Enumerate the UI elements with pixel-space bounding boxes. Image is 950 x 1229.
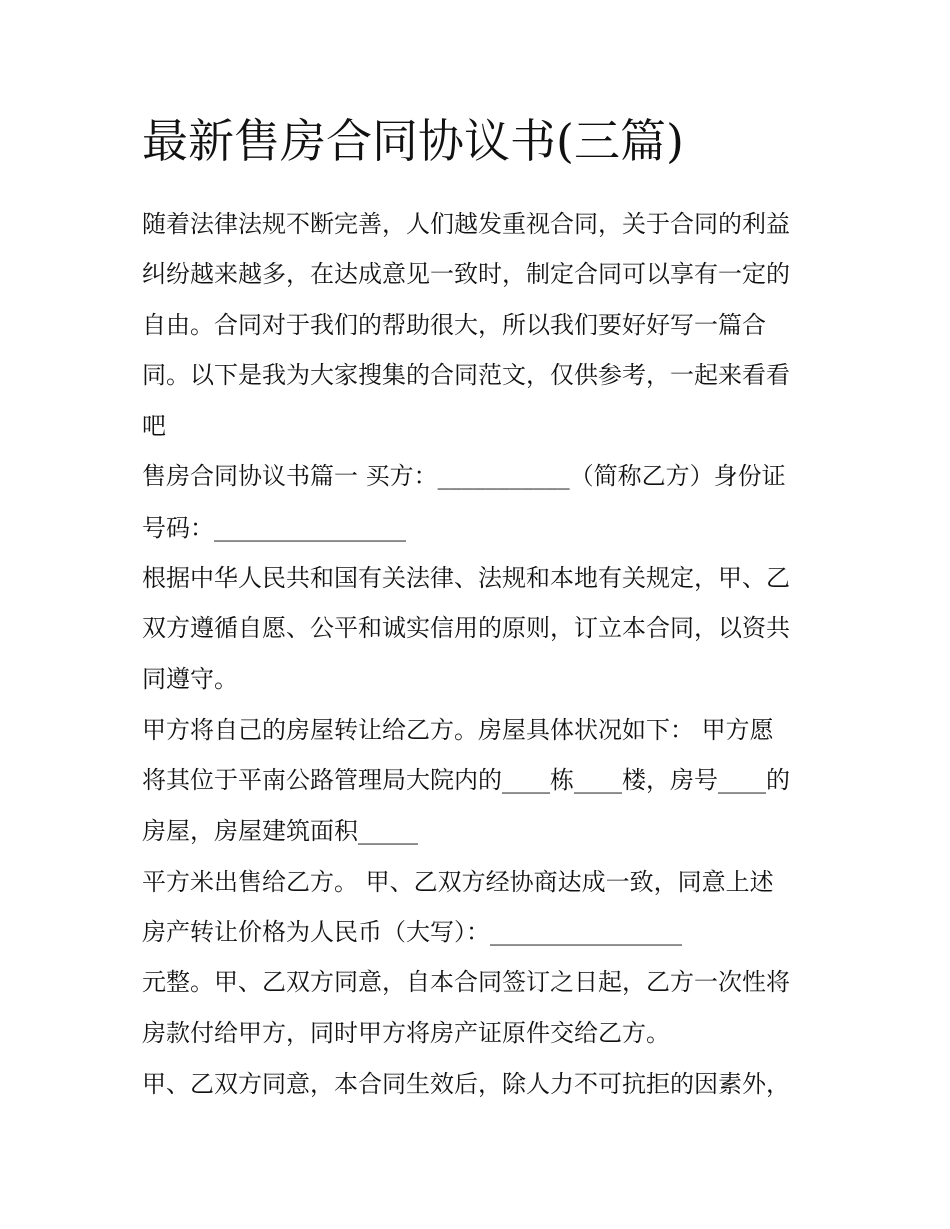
body-text-line: 房屋，房屋建筑面积_____: [142, 817, 418, 845]
body-text-line: 将其位于平南公路管理局大院内的____栋____楼，房号____的: [142, 766, 790, 794]
body-text-line: 房产转让价格为人民币（大写）：________________: [142, 918, 682, 946]
body-text-line: 售房合同协议书篇一 买方：___________（简称乙方）身份证: [142, 462, 786, 490]
body-text-line: 双方遵循自愿、公平和诚实信用的原则，订立本合同，以资共: [142, 614, 790, 642]
body-text-line: 房款付给甲方，同时甲方将房产证原件交给乙方。: [142, 1019, 670, 1047]
body-text-line: 同遵守。: [142, 665, 238, 693]
body-text-line: 随着法律法规不断完善，人们越发重视合同，关于合同的利益: [142, 210, 790, 238]
body-text-line: 纠纷越来越多，在达成意见一致时，制定合同可以享有一定的: [142, 260, 790, 288]
body-text-line: 元整。甲、乙双方同意，自本合同签订之日起，乙方一次性将: [142, 968, 790, 996]
body-text-line: 自由。合同对于我们的帮助很大，所以我们要好好写一篇合: [142, 311, 766, 339]
body-text-line: 甲方将自己的房屋转让给乙方。房屋具体状况如下： 甲方愿: [142, 716, 774, 744]
body-text-line: 同。以下是我为大家搜集的合同范文，仅供参考，一起来看看: [142, 361, 790, 389]
body-text-line: 根据中华人民共和国有关法律、法规和本地有关规定，甲、乙: [142, 564, 790, 592]
document-title: 最新售房合同协议书(三篇): [142, 114, 684, 168]
body-text-line: 号码：________________: [142, 514, 406, 542]
body-text-line: 甲、乙双方同意，本合同生效后，除人力不可抗拒的因素外，: [142, 1070, 790, 1098]
body-text-line: 平方米出售给乙方。 甲、乙双方经协商达成一致，同意上述: [142, 868, 774, 896]
body-text-line: 吧: [142, 412, 166, 440]
